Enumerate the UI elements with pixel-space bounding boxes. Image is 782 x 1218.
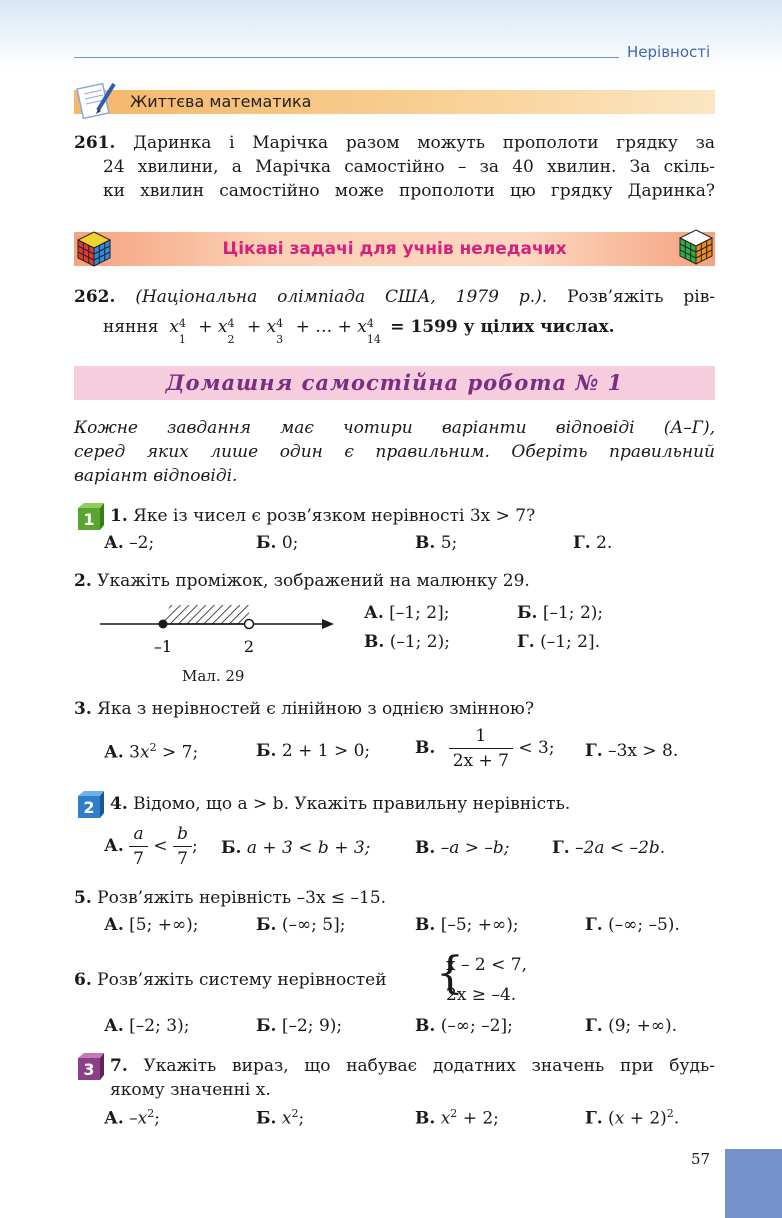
svg-text:2: 2 [83, 798, 95, 817]
question-7-text: якому значенні x. [110, 1080, 271, 1100]
svg-text:1: 1 [83, 510, 95, 529]
problem-262-equation: няння x 4 1 + x 4 2 + x 4 3 + … + x 4 14 = 1599 у цілих числах. [103, 316, 615, 346]
q3-option-c[interactable]: В. $\frac{1}{2x + 7}$ < 3; [415, 726, 555, 771]
page-number: 57 [691, 1150, 711, 1168]
rubiks-cube-icon [676, 226, 716, 266]
question-3-text: Яка з нерівностей є лінійною з однією змінною? [97, 699, 534, 719]
q7-option-c[interactable]: В. $x^2 + 2$; [415, 1107, 499, 1129]
life-math-banner [74, 90, 715, 114]
q2-option-d[interactable]: Г. (–1; 2]. [517, 632, 600, 652]
question-6-text: Розв’яжіть систему нерівностей [97, 970, 387, 990]
problem-262-text: няння [103, 317, 159, 337]
system-brace: { [436, 948, 464, 999]
section-title: Нерівності [627, 43, 711, 61]
life-math-title: Життєва математика [130, 92, 312, 111]
question-6 [74, 968, 387, 992]
q6-option-c[interactable]: В. (–∞; –2]; [415, 1016, 513, 1036]
q5-option-d[interactable]: Г. (–∞; –5). [585, 915, 680, 935]
question-1 [110, 504, 535, 528]
q4-option-a[interactable]: А. $\frac{a}{7}$ < $\frac{b}{7}$ ; [104, 824, 198, 869]
question-2-text: Укажіть проміжок, зображений на малюнку 29. [97, 571, 530, 591]
q2-option-a[interactable]: А. [–1; 2]; [364, 603, 450, 623]
level-1-badge-icon [74, 502, 104, 532]
question-1-number: 1. [110, 506, 128, 526]
system-line-1: x – 2 < 7, [446, 955, 527, 975]
olympiad-source: (Національна олімпіада США, 1979 р.). [135, 287, 548, 307]
header-rule [74, 57, 619, 58]
q4-option-d[interactable]: Г. –2a < –2b. [552, 838, 666, 858]
q4-option-b[interactable]: Б. a + 3 < b + 3; [221, 838, 371, 858]
q1-option-a[interactable]: А. –2; [104, 533, 155, 553]
q6-option-b[interactable]: Б. [–2; 9); [256, 1016, 343, 1036]
problem-262 [74, 285, 716, 346]
problem-261-number: 261. [74, 133, 116, 153]
problem-261-line: 24 хвилини, а Марічка самостійно – за 40 хвилин. За скіль- [103, 157, 715, 177]
question-3 [74, 697, 534, 721]
question-4 [110, 792, 570, 816]
svg-text:3: 3 [83, 1060, 95, 1079]
question-3-number: 3. [74, 699, 92, 719]
system-line-2: 2x ≥ –4. [446, 985, 517, 1005]
q2-option-c[interactable]: В. (–1; 2); [364, 632, 450, 652]
rubiks-cube-icon [74, 228, 114, 268]
q5-option-b[interactable]: Б. (–∞; 5]; [256, 915, 346, 935]
q4-option-c[interactable]: В. –a > –b; [415, 838, 510, 858]
q7-option-a[interactable]: А. $-x^2$; [104, 1107, 160, 1129]
problem-262-text: = 1599 у цілих числах. [390, 317, 615, 337]
q3-option-d[interactable]: Г. –3x > 8. [585, 741, 679, 761]
number-line-figure [100, 600, 340, 660]
question-5-text: Розв’яжіть нерівність –3x ≤ –15. [97, 888, 387, 908]
question-2 [74, 569, 530, 593]
problem-261-line: Даринка і Марічка разом можуть прополоти грядку за [133, 133, 715, 153]
q5-option-a[interactable]: А. [5; +∞); [104, 915, 199, 935]
intro-line: Кожне завдання має чотири варіанти відповіді (А–Г), [74, 418, 715, 438]
question-6-number: 6. [74, 970, 92, 990]
interesting-problems-title: Цікаві задачі для учнів неледачих [222, 239, 567, 259]
q7-option-b[interactable]: Б. $x^2$; [256, 1107, 305, 1129]
q5-option-c[interactable]: В. [–5; +∞); [415, 915, 519, 935]
q3-option-b[interactable]: Б. 2 + 1 > 0; [256, 741, 371, 761]
problem-261-line: ки хвилин самостійно може прополоти цю грядку Даринка? [103, 181, 715, 201]
question-2-number: 2. [74, 571, 92, 591]
q6-option-a[interactable]: А. [–2; 3); [104, 1016, 190, 1036]
question-7 [110, 1054, 715, 1102]
q7-option-d[interactable]: Г. $(x + 2)^2$. [585, 1107, 680, 1129]
interesting-problems-banner [74, 232, 715, 266]
question-5-number: 5. [74, 888, 92, 908]
question-1-text: Яке із чисел є розв’язком нерівності 3x > 7? [133, 506, 536, 526]
question-7-text: Укажіть вираз, що набуває додатних значень при будь- [143, 1056, 715, 1076]
homework-intro [74, 416, 715, 488]
level-2-badge-icon [74, 790, 104, 820]
q1-option-d[interactable]: Г. 2. [573, 533, 613, 553]
homework-banner [74, 366, 715, 400]
problem-261 [74, 131, 715, 203]
question-4-number: 4. [110, 794, 128, 814]
intro-line: серед яких лише один є правильним. Оберіть правильний [74, 442, 715, 462]
q2-option-b[interactable]: Б. [–1; 2); [517, 603, 604, 623]
q6-option-d[interactable]: Г. (9; +∞). [585, 1016, 678, 1036]
q1-option-c[interactable]: В. 5; [415, 533, 458, 553]
homework-title: Домашня самостійна робота № 1 [165, 370, 624, 395]
page-edge-tab [725, 1149, 782, 1218]
intro-line: варіант відповіді. [74, 466, 238, 486]
problem-262-number: 262. [74, 287, 116, 307]
level-3-badge-icon [74, 1052, 104, 1082]
question-4-text: Відомо, що a > b. Укажіть правильну нерівність. [133, 794, 571, 814]
q1-option-b[interactable]: Б. 0; [256, 533, 299, 553]
notepad-pencil-icon [74, 80, 118, 120]
fig-label-left: –1 [153, 637, 173, 656]
q3-option-a[interactable]: А. $3x^2 > 7$; [104, 741, 199, 763]
problem-262-text: Розв’яжіть рів- [567, 287, 716, 307]
fig-label-right: 2 [243, 637, 255, 656]
question-7-number: 7. [110, 1056, 128, 1076]
question-5 [74, 886, 386, 910]
figure-caption: Мал. 29 [182, 667, 245, 685]
